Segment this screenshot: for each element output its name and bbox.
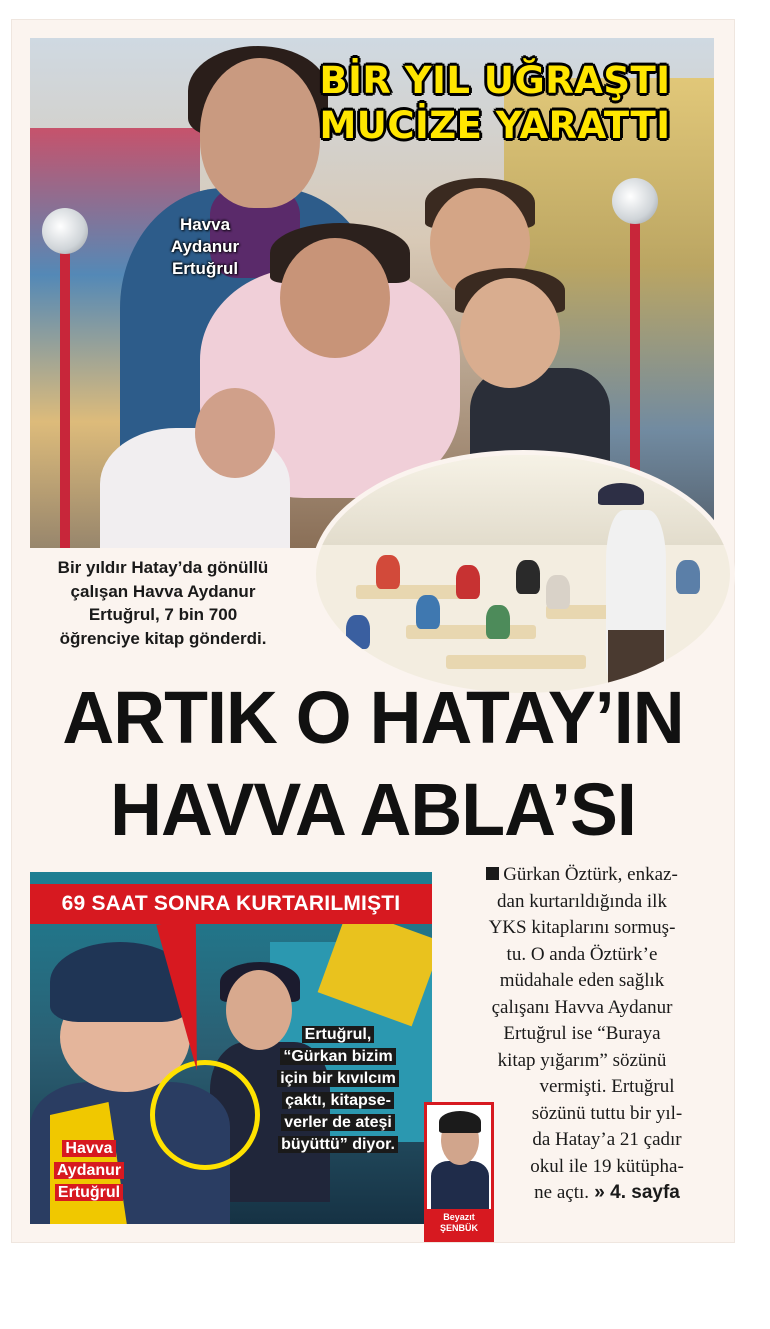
main-headline-line: HAVVA ABLA’SI [110, 768, 636, 851]
student [486, 605, 510, 639]
student [346, 615, 370, 649]
author-hair [439, 1111, 481, 1133]
student [546, 575, 570, 609]
caption-line: çalışan Havva Aydanur [70, 581, 256, 601]
quote-line: “Gürkan bizim [280, 1048, 395, 1065]
bullet-icon [486, 867, 499, 880]
top-headline [300, 58, 690, 148]
name-line: Aydanur [54, 1162, 124, 1179]
name-line: Aydanur [170, 237, 240, 256]
article-line: ne açtı. » 4. sayfa [534, 1182, 680, 1203]
top-headline-line: BİR YIL UĞRAŞTI [319, 59, 671, 102]
article-line: Gürkan Öztürk, enkaz- [448, 862, 716, 889]
caption-line: Bir yıldır Hatay’da gönüllü [57, 558, 269, 577]
article-line: sözünü tuttu bir yıl- [531, 1102, 683, 1124]
teacher-cap [598, 483, 644, 505]
tent-ceiling [316, 455, 730, 545]
article-line: vermişti. Ertuğrul [539, 1076, 675, 1097]
author-name [427, 1209, 491, 1239]
student [456, 565, 480, 599]
student [376, 555, 400, 589]
article-line: da Hatay’a 21 çadır [532, 1129, 682, 1150]
highlight-circle [150, 1060, 260, 1170]
desk [446, 655, 586, 669]
article-line: müdahale eden sağlık [499, 970, 665, 991]
article-line: Ertuğrul ise “Buraya [503, 1023, 661, 1044]
author-last-name: ŞENBÜK [439, 1223, 478, 1233]
page-reference: » 4. sayfa [589, 1182, 680, 1203]
main-headline-line: ARTIK O HATAY’IN [62, 676, 684, 759]
girl-face [280, 238, 390, 358]
article-paragraph [448, 862, 716, 1074]
caption-line: öğrenciye kitap gönderdi. [59, 628, 267, 648]
name-line: Havva [179, 215, 231, 234]
lamp-left [42, 208, 88, 254]
article-line: kitap yığarım” sözünü [497, 1049, 667, 1071]
red-banner: 69 SAAT SONRA KURTARILMIŞTI [30, 884, 432, 924]
caption-line: Ertuğrul, 7 bin 700 [88, 605, 238, 624]
classroom-photo [316, 455, 730, 693]
main-headline [38, 672, 707, 856]
top-headline-line: MUCİZE YARATTI [319, 104, 671, 147]
pull-quote [258, 1024, 418, 1156]
lamp-pole-left [60, 248, 70, 548]
article-line: YKS kitaplarını sormuş- [488, 917, 676, 938]
student [516, 560, 540, 594]
quote-line: büyüttü” diyor. [278, 1136, 398, 1153]
quote-line: Ertuğrul, [302, 1026, 375, 1043]
photo-caption [28, 556, 298, 650]
quote-line: verler de ateşi [281, 1114, 395, 1131]
article-line: okul ile 19 kütüpha- [530, 1155, 684, 1177]
article-line: tu. O anda Öztürk’e [506, 943, 658, 965]
article-line: çalışanı Havva Aydanur [491, 996, 673, 1018]
article-line: dan kurtarıldığında ilk [497, 890, 667, 912]
quote-line: için bir kıvılcım [277, 1070, 399, 1087]
lamp-right [612, 178, 658, 224]
quote-line: çaktı, kitapse- [282, 1092, 394, 1109]
student [676, 560, 700, 594]
name-line: Havva [62, 1140, 115, 1157]
name-line: Ertuğrul [171, 259, 239, 278]
top-photo-name-label [140, 214, 270, 280]
name-line: Ertuğrul [55, 1184, 123, 1201]
author-first-name: Beyazıt [443, 1212, 475, 1222]
student [416, 595, 440, 629]
boy-face [460, 278, 560, 388]
bottom-photo-name-label [44, 1138, 134, 1204]
author-box [424, 1102, 494, 1242]
child-face [195, 388, 275, 478]
author-suit [431, 1161, 489, 1211]
